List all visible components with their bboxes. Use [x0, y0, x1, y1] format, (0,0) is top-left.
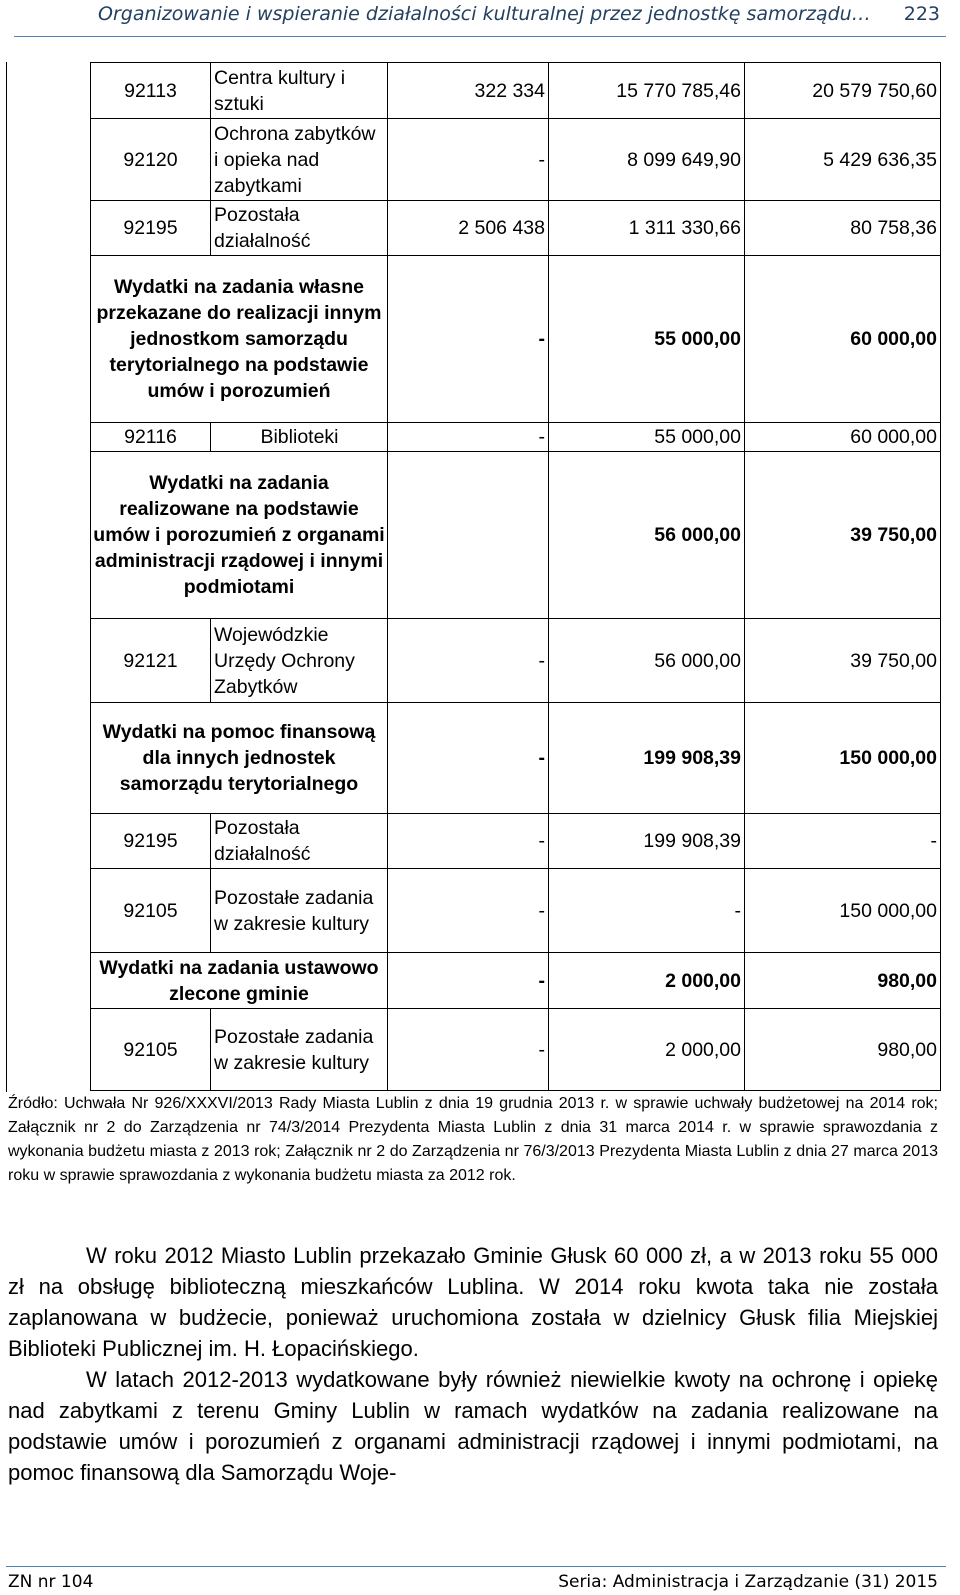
- section-label: Wydatki na zadania realizowane na podstawie umów i porozumień z organami administracji rządowej i innymi podmiotami: [91, 452, 388, 619]
- series-title: Seria: Administracja i Zarządzanie (31) 2015: [558, 1572, 938, 1592]
- row-value-1: -: [388, 256, 549, 423]
- row-name: Pozostałe zadania w zakresie kultury: [211, 869, 388, 953]
- row-value-3: 20 579 750,60: [745, 63, 941, 119]
- margin-rule: [6, 62, 7, 1092]
- row-name: Biblioteki: [211, 423, 388, 452]
- row-code: 92195: [91, 814, 211, 869]
- paragraph: W roku 2012 Miasto Lublin przekazało Gminie Głusk 60 000 zł, a w 2013 roku 55 000 zł na obsługę biblioteczną mieszkańców Lublina. W 2014 roku kwota taka nie została zaplanowana w budżecie, ponieważ uruchomiona została w dzielnicy Głusk filia Miejskiej Biblioteki Publicznej im. H. Łopacińskiego.: [8, 1243, 938, 1361]
- table-row: [91, 63, 941, 119]
- row-value-3: 39 750,00: [745, 452, 941, 619]
- row-value-3: 39 750,00: [745, 619, 941, 703]
- row-value-2: 55 000,00: [549, 256, 745, 423]
- row-value-3: -: [745, 814, 941, 869]
- table-row: [91, 619, 941, 703]
- row-value-1: -: [388, 119, 549, 201]
- row-code: 92105: [91, 869, 211, 953]
- row-name: Pozostała działalność: [211, 814, 388, 869]
- row-value-2: -: [549, 869, 745, 953]
- row-code: 92113: [91, 63, 211, 119]
- row-value-2: 55 000,00: [549, 423, 745, 452]
- row-value-2: 1 311 330,66: [549, 201, 745, 256]
- section-header-row: [91, 703, 941, 814]
- table-row: [91, 201, 941, 256]
- row-value-2: 199 908,39: [549, 814, 745, 869]
- row-value-1: -: [388, 814, 549, 869]
- row-value-2: 15 770 785,46: [549, 63, 745, 119]
- row-value-1: -: [388, 703, 549, 814]
- row-value-1: [388, 452, 549, 619]
- row-value-2: 56 000,00: [549, 452, 745, 619]
- row-name: Pozostała działalność: [211, 201, 388, 256]
- row-name: Centra kultury i sztuki: [211, 63, 388, 119]
- row-value-3: 980,00: [745, 1009, 941, 1091]
- section-label: Wydatki na zadania własne przekazane do realizacji innym jednostkom samorządu terytorialnego na podstawie umów i porozumień: [91, 256, 388, 423]
- row-code: 92121: [91, 619, 211, 703]
- running-footer: [0, 1545, 960, 1595]
- row-name: Wojewódzkie Urzędy Ochrony Zabytków: [211, 619, 388, 703]
- budget-table: [90, 62, 941, 1091]
- table-row: [91, 814, 941, 869]
- body-text: [8, 1240, 938, 1488]
- section-header-row: [91, 452, 941, 619]
- row-code: 92116: [91, 423, 211, 452]
- row-code: 92195: [91, 201, 211, 256]
- row-value-3: 60 000,00: [745, 256, 941, 423]
- row-code: 92120: [91, 119, 211, 201]
- row-value-3: 150 000,00: [745, 869, 941, 953]
- page-number: 223: [903, 3, 940, 25]
- row-value-1: -: [388, 1009, 549, 1091]
- paragraph: W latach 2012-2013 wydatkowane były również niewielkie kwoty na ochronę i opiekę nad zabytkami z terenu Gminy Lublin w ramach wydatków na zadania realizowane na podstawie umów i porozumień z organami administracji rządowej i innymi podmiotami, na pomoc finansową dla Samorządu Woje-: [8, 1367, 938, 1485]
- running-header: [14, 0, 946, 37]
- row-value-1: 2 506 438: [388, 201, 549, 256]
- row-value-3: 80 758,36: [745, 201, 941, 256]
- footer-rule: [6, 1566, 946, 1567]
- row-value-2: 56 000,00: [549, 619, 745, 703]
- section-header-row: [91, 953, 941, 1009]
- section-header-row: [91, 256, 941, 423]
- running-header-title: Organizowanie i wspieranie działalności kulturalnej przez jednostkę samorządu…: [98, 3, 871, 25]
- section-label: Wydatki na zadania ustawowo zlecone gminie: [91, 953, 388, 1009]
- row-value-1: -: [388, 423, 549, 452]
- source-note: Źródło: Uchwała Nr 926/XXXVI/2013 Rady Miasta Lublin z dnia 19 grudnia 2013 r. w sprawie uchwały budżetowej na 2014 rok; Załącznik nr 2 do Zarządzenia nr 74/3/2014 Prezydenta Miasta Lublin z dnia 31 marca 2014 r. w sprawie sprawozdania z wykonania budżetu miasta z 2013 rok; Załącznik nr 2 do Zarządzenia nr 76/3/2013 Prezydenta Miasta Lublin z dnia 27 marca 2013 roku w sprawie sprawozdania z wykonania budżetu miasta za 2012 rok.: [8, 1095, 938, 1184]
- table-row: [91, 423, 941, 452]
- row-value-2: 2 000,00: [549, 1009, 745, 1091]
- row-value-2: 199 908,39: [549, 703, 745, 814]
- row-value-1: 322 334: [388, 63, 549, 119]
- row-value-1: -: [388, 619, 549, 703]
- section-label: Wydatki na pomoc finansową dla innych jednostek samorządu terytorialnego: [91, 703, 388, 814]
- table-row: [91, 119, 941, 201]
- row-value-1: -: [388, 953, 549, 1009]
- row-code: 92105: [91, 1009, 211, 1091]
- row-name: Ochrona zabytków i opieka nad zabytkami: [211, 119, 388, 201]
- table-row: [91, 869, 941, 953]
- row-value-3: 980,00: [745, 953, 941, 1009]
- row-name: Pozostałe zadania w zakresie kultury: [211, 1009, 388, 1091]
- journal-issue: ZN nr 104: [8, 1572, 94, 1592]
- row-value-2: 2 000,00: [549, 953, 745, 1009]
- row-value-3: 150 000,00: [745, 703, 941, 814]
- row-value-2: 8 099 649,90: [549, 119, 745, 201]
- row-value-3: 5 429 636,35: [745, 119, 941, 201]
- row-value-1: -: [388, 869, 549, 953]
- table-row: [91, 1009, 941, 1091]
- row-value-3: 60 000,00: [745, 423, 941, 452]
